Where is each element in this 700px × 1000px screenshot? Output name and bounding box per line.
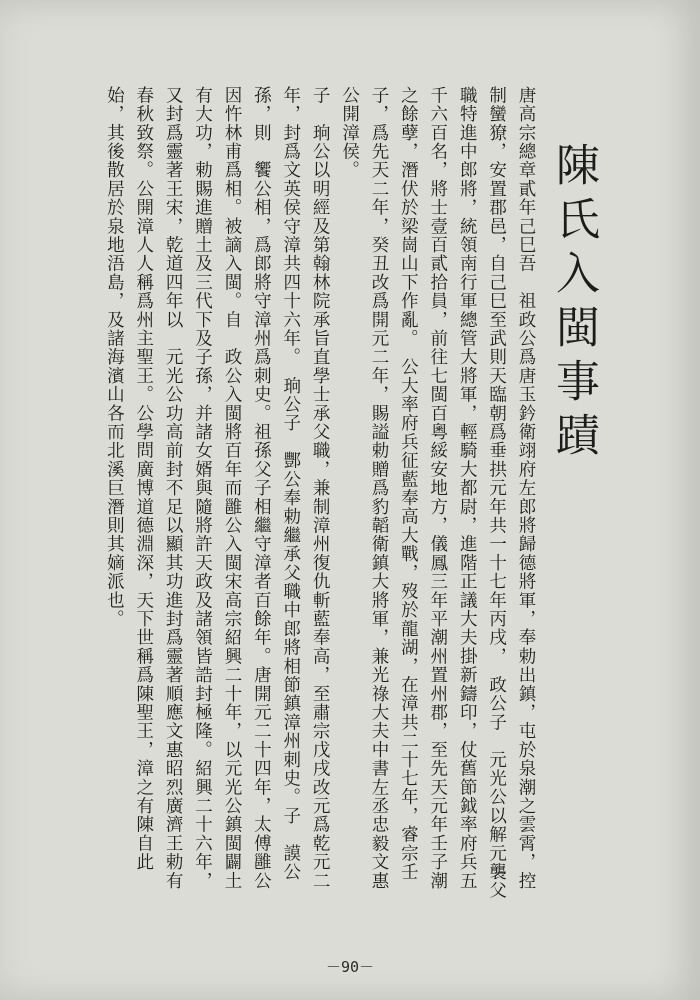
page-number: －90－ [325, 958, 375, 976]
paragraph-2: 子 珦公以明經及第翰林院承旨直學士承父職，兼制漳州復仇斬藍奉高，至肅宗戊戌改元爲乾元二年，封爲文英侯守漳共四十六年。 珦公子 酆公奉勅繼承父職中郎將相節鎮漳州刺史。子 謨公孫，則 饗公相，爲郎將守漳州爲刺史。祖孫父子相繼守漳者百餘年。唐開元二十四年，太傅雝公因忤林甫爲相。被謫入閩。自 政公入閩將百年而雝公入閩宋高宗紹興二十年，以元光公鎮閩闢土有大功，勅賜進贈土及三代下及子孫，并諸女婿與隨將許天政及諸領皆誥封極隆。紹興二十六年，又封爲靈著王宋，乾道四年以 元光公功高前封不足以顯其功進封爲靈著順應文惠昭烈廣濟王勅有春秋致祭。公開漳人人稱爲州主聖王。公學問廣博道德淵深，天下世稱爲陳聖王，漳之有陳自此始，其後散居於泉地浯島，及諸海濱山各而北溪巨潛則其嫡派也。 [104, 86, 331, 891]
paragraph-1: 唐高宗總章貳年己巳吾 祖政公爲唐玉鈐衛翊府左郎將歸德將軍，奉勅出鎮，屯於泉潮之雲霄，控制蠻獠，安置郡邑，自己巳至武則天臨朝爲垂拱元年共一十七年丙戌， 政公子 元光公以解元襲父職特進中郎將，統領南行軍總管大將軍，輕騎大都尉，進階正議大夫掛新鑄印，仗舊節鉞率府兵五千六百名，將士壹百貳拾員，前往七閩百粵綏安地方，儀鳳三年平潮州置州郡，至先天元年壬子潮之餘孽，潛伏於梁崗山下作亂。 公大率府兵征藍奉高大戰，歿於龍湖，在漳共二十七年，睿宗壬子，爲先天二年，癸丑改爲開元二年，賜謚勅贈爲豹韜衛鎮大將軍，兼光祿大夫中書左丞忠毅文惠公開漳侯。 [339, 86, 536, 901]
page-title: 陳氏入閩事蹟 [548, 142, 599, 466]
body-text [99, 86, 540, 906]
